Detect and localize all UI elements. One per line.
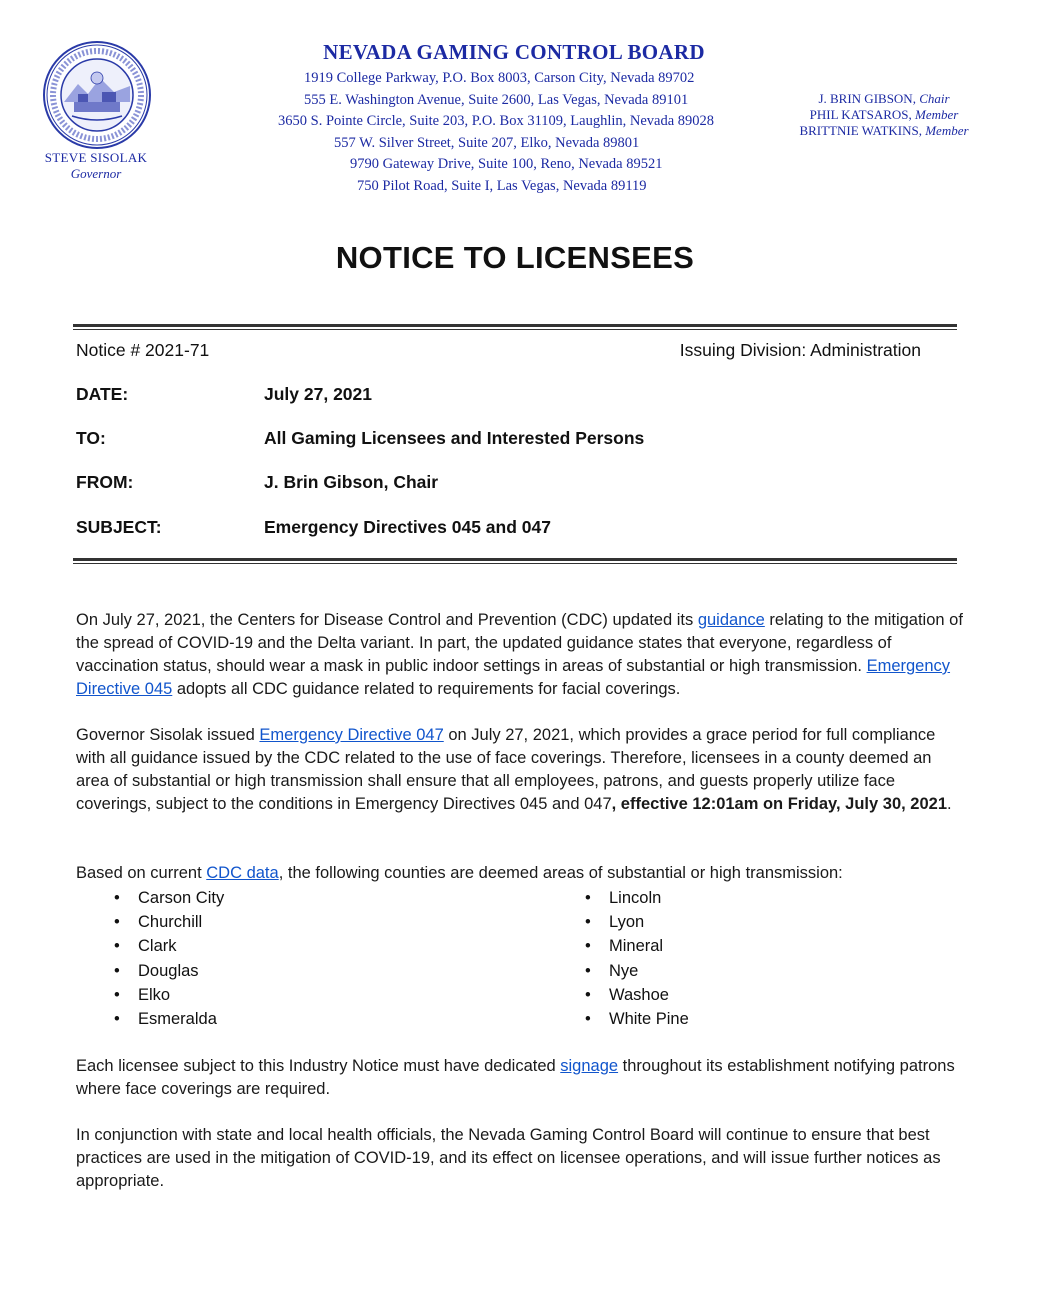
list-item: • Washoe (547, 983, 689, 1007)
address-carson-city: 1919 College Parkway, P.O. Box 8003, Carson City, Nevada 89702 (304, 70, 695, 86)
address-laughlin: 3650 S. Pointe Circle, Suite 203, P.O. Box 31109, Laughlin, Nevada 89028 (278, 113, 715, 129)
subject-label: SUBJECT: (76, 517, 162, 537)
emergency-directive-047-link[interactable]: Emergency Directive 047 (259, 726, 444, 744)
counties-list-right (547, 886, 689, 1031)
to-label: TO: (76, 428, 106, 448)
list-item: • Nye (547, 959, 689, 983)
board-member-2: BRITTNIE WATKINS, Member (799, 123, 969, 138)
effective-date: , effective 12:01am on Friday, July 30, 2021 (611, 795, 948, 813)
governor-title: Governor (70, 166, 122, 181)
to-value: All Gaming Licensees and Interested Persons (264, 428, 645, 448)
cdc-data-link[interactable]: CDC data (206, 864, 279, 882)
guidance-link[interactable]: guidance (697, 611, 765, 629)
emergency-directive-045-link[interactable]: Emergency Directive 045 (76, 657, 951, 698)
paragraph-directive-047: Governor Sisolak issued Emergency Directive 047 on July 27, 2021, which provides a grace period for full compliance with all guidance issued by the CDC related to the use of face coverings. Therefore, licensees in a county deemed an area of substantial or high transmission shall ensure that all employees, patrons, and guests properly utilize face coverings, subject to the conditions in Emergency Directives 045 and 047, effective 12:01am on Friday, July 30, 2021. (76, 726, 952, 813)
list-item: • Douglas (76, 959, 224, 983)
list-item: • Lyon (547, 910, 689, 934)
notice-number: Notice # 2021-71 (76, 340, 210, 360)
divider-bottom (73, 558, 957, 561)
notice-title: NOTICE TO LICENSEES (335, 240, 695, 275)
address-reno: 9790 Gateway Drive, Suite 100, Reno, Nevada 89521 (350, 156, 663, 172)
list-item: • Elko (76, 983, 224, 1007)
paragraph-signage: Each licensee subject to this Industry Notice must have dedicated signage throughout its establishment notifying patrons where face coverings are required. (76, 1057, 955, 1098)
date-label: DATE: (76, 384, 129, 404)
paragraph-cdc-guidance: On July 27, 2021, the Centers for Disease Control and Prevention (CDC) updated its guidance relating to the mitigation of the spread of COVID-19 and the Delta variant. In part, the updated guidance states that everyone, regardless of vaccination status, should wear a mask in public indoor settings in areas of substantial or high transmission. Emergency Directive 045 adopts all CDC guidance related to requirements for facial coverings. (76, 611, 963, 698)
from-label: FROM: (76, 472, 134, 492)
organization-header (230, 40, 798, 70)
paragraph-cdc-data: Based on current CDC data, the following counties are deemed areas of substantial or high transmission: (76, 864, 843, 882)
board-member-1: PHIL KATSAROS, Member (809, 107, 959, 122)
list-item: • Churchill (76, 910, 224, 934)
list-item: • Esmeralda (76, 1007, 224, 1031)
board-member-chair: J. BRIN GIBSON, Chair (818, 91, 950, 106)
list-item: • Lincoln (547, 886, 689, 910)
signage-link[interactable]: signage (560, 1057, 619, 1075)
counties-list-left (76, 886, 224, 1031)
list-item: • White Pine (547, 1007, 689, 1031)
address-las-vegas-1: 555 E. Washington Avenue, Suite 2600, Las Vegas, Nevada 89101 (304, 92, 689, 108)
paragraph-closing: In conjunction with state and local health officials, the Nevada Gaming Control Board will continue to ensure that best practices are used in the mitigation of COVID-19, and its effect on licensee operations, and will issue further notices as appropriate. (76, 1126, 941, 1190)
divider-top (73, 324, 957, 327)
organization-name: NEVADA GAMING CONTROL BOARD (323, 40, 705, 64)
from-value: J. Brin Gibson, Chair (264, 472, 439, 492)
list-item: • Clark (76, 934, 224, 958)
nevada-state-seal-icon (42, 40, 152, 150)
list-item: • Mineral (547, 934, 689, 958)
subject-value: Emergency Directives 045 and 047 (264, 517, 551, 537)
board-members (784, 91, 984, 139)
list-item: • Carson City (76, 886, 224, 910)
governor-block (0, 150, 192, 182)
issuing-division: Issuing Division: Administration (679, 340, 921, 360)
address-las-vegas-2: 750 Pilot Road, Suite I, Las Vegas, Nevada 89119 (357, 178, 647, 194)
address-elko: 557 W. Silver Street, Suite 207, Elko, Nevada 89801 (334, 135, 640, 151)
governor-name: STEVE SISOLAK (44, 150, 148, 165)
date-value: July 27, 2021 (264, 384, 372, 404)
